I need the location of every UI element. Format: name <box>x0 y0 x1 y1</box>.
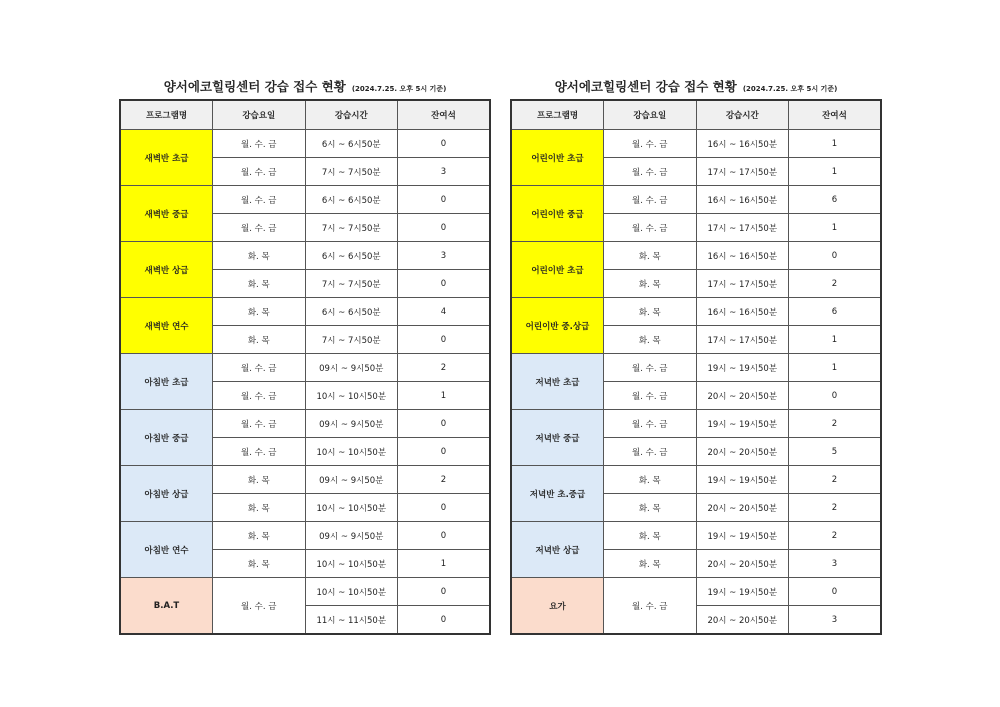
table-row <box>511 186 881 214</box>
program-name-cell: 새벽반 초급 <box>120 130 213 186</box>
seats-cell: 0 <box>398 494 491 522</box>
seats-cell: 0 <box>398 438 491 466</box>
header-seats: 잔여석 <box>398 100 491 130</box>
time-cell: 09시 ~ 9시50분 <box>305 410 398 438</box>
program-name-cell: 아침반 연수 <box>120 522 213 578</box>
day-cell: 화. 목 <box>213 522 306 550</box>
day-cell: 화. 목 <box>604 242 697 270</box>
table-row <box>120 242 490 270</box>
table-row <box>120 186 490 214</box>
program-name-cell: 저녁반 초.중급 <box>511 466 604 522</box>
time-cell: 7시 ~ 7시50분 <box>305 158 398 186</box>
time-cell: 19시 ~ 19시50분 <box>696 354 789 382</box>
day-cell: 화. 목 <box>213 494 306 522</box>
program-name-cell: 아침반 초급 <box>120 354 213 410</box>
panel-title: 양서에코힐링센터 강습 접수 현황 <box>163 79 346 94</box>
seats-cell: 3 <box>789 550 882 578</box>
program-name-cell: 아침반 상급 <box>120 466 213 522</box>
time-cell: 6시 ~ 6시50분 <box>305 298 398 326</box>
day-cell: 화. 목 <box>213 550 306 578</box>
day-cell: 화. 목 <box>604 326 697 354</box>
table-row <box>511 522 881 550</box>
day-cell: 월. 수. 금 <box>604 130 697 158</box>
day-cell: 월. 수. 금 <box>604 158 697 186</box>
table-header <box>511 100 881 130</box>
time-cell: 09시 ~ 9시50분 <box>305 354 398 382</box>
table-row <box>511 354 881 382</box>
seats-cell: 0 <box>789 242 882 270</box>
header-program: 프로그램명 <box>120 100 213 130</box>
day-cell: 월. 수. 금 <box>213 578 306 635</box>
day-cell: 월. 수. 금 <box>604 438 697 466</box>
table-header <box>120 100 490 130</box>
day-cell: 화. 목 <box>604 522 697 550</box>
day-cell: 월. 수. 금 <box>604 354 697 382</box>
time-cell: 20시 ~ 20시50분 <box>696 438 789 466</box>
program-name-cell: 어린이반 중.상급 <box>511 298 604 354</box>
day-cell: 화. 목 <box>604 298 697 326</box>
day-cell: 월. 수. 금 <box>213 438 306 466</box>
header-time: 강습시간 <box>696 100 789 130</box>
day-cell: 화. 목 <box>604 494 697 522</box>
seats-cell: 1 <box>789 158 882 186</box>
time-cell: 10시 ~ 10시50분 <box>305 578 398 606</box>
program-name-cell: 저녁반 초급 <box>511 354 604 410</box>
header-day: 강습요일 <box>213 100 306 130</box>
day-cell: 화. 목 <box>213 270 306 298</box>
panel-left <box>119 76 491 635</box>
seats-cell: 4 <box>398 298 491 326</box>
day-cell: 화. 목 <box>213 298 306 326</box>
seats-cell: 2 <box>789 522 882 550</box>
time-cell: 09시 ~ 9시50분 <box>305 522 398 550</box>
table-row <box>120 298 490 326</box>
table-row <box>511 578 881 606</box>
seats-cell: 2 <box>789 466 882 494</box>
time-cell: 17시 ~ 17시50분 <box>696 158 789 186</box>
time-cell: 6시 ~ 6시50분 <box>305 130 398 158</box>
time-cell: 10시 ~ 10시50분 <box>305 382 398 410</box>
day-cell: 월. 수. 금 <box>604 410 697 438</box>
table-row <box>511 242 881 270</box>
day-cell: 월. 수. 금 <box>213 158 306 186</box>
seats-cell: 0 <box>398 606 491 635</box>
seats-cell: 0 <box>789 382 882 410</box>
day-cell: 월. 수. 금 <box>213 186 306 214</box>
time-cell: 09시 ~ 9시50분 <box>305 466 398 494</box>
day-cell: 월. 수. 금 <box>604 578 697 635</box>
table-row <box>120 578 490 606</box>
program-name-cell: 새벽반 중급 <box>120 186 213 242</box>
time-cell: 17시 ~ 17시50분 <box>696 326 789 354</box>
seats-cell: 0 <box>398 214 491 242</box>
table-row <box>511 410 881 438</box>
seats-cell: 5 <box>789 438 882 466</box>
program-name-cell: B.A.T <box>120 578 213 635</box>
table-row <box>511 298 881 326</box>
day-cell: 화. 목 <box>604 270 697 298</box>
seats-cell: 2 <box>789 270 882 298</box>
time-cell: 20시 ~ 20시50분 <box>696 494 789 522</box>
seats-cell: 3 <box>398 158 491 186</box>
panel-title-row <box>510 76 882 98</box>
time-cell: 17시 ~ 17시50분 <box>696 214 789 242</box>
program-name-cell: 어린이반 초급 <box>511 130 604 186</box>
time-cell: 10시 ~ 10시50분 <box>305 438 398 466</box>
program-name-cell: 어린이반 중급 <box>511 186 604 242</box>
panel-title: 양서에코힐링센터 강습 접수 현황 <box>554 79 737 94</box>
seats-cell: 2 <box>789 410 882 438</box>
schedule-table <box>119 99 491 635</box>
seats-cell: 1 <box>789 130 882 158</box>
time-cell: 7시 ~ 7시50분 <box>305 326 398 354</box>
seats-cell: 2 <box>398 466 491 494</box>
header-seats: 잔여석 <box>789 100 882 130</box>
header-time: 강습시간 <box>305 100 398 130</box>
day-cell: 월. 수. 금 <box>213 354 306 382</box>
day-cell: 월. 수. 금 <box>604 186 697 214</box>
header-day: 강습요일 <box>604 100 697 130</box>
time-cell: 17시 ~ 17시50분 <box>696 270 789 298</box>
program-name-cell: 요가 <box>511 578 604 635</box>
seats-cell: 1 <box>789 354 882 382</box>
seats-cell: 2 <box>789 494 882 522</box>
time-cell: 20시 ~ 20시50분 <box>696 382 789 410</box>
time-cell: 10시 ~ 10시50분 <box>305 550 398 578</box>
seats-cell: 3 <box>789 606 882 635</box>
day-cell: 월. 수. 금 <box>604 214 697 242</box>
day-cell: 월. 수. 금 <box>213 410 306 438</box>
program-name-cell: 어린이반 초급 <box>511 242 604 298</box>
day-cell: 화. 목 <box>213 466 306 494</box>
seats-cell: 0 <box>398 410 491 438</box>
day-cell: 월. 수. 금 <box>213 130 306 158</box>
panel-title-row <box>119 76 491 98</box>
panel-note: (2024.7.25. 오후 5시 기준) <box>742 85 838 93</box>
time-cell: 10시 ~ 10시50분 <box>305 494 398 522</box>
time-cell: 7시 ~ 7시50분 <box>305 270 398 298</box>
header-program: 프로그램명 <box>511 100 604 130</box>
time-cell: 16시 ~ 16시50분 <box>696 186 789 214</box>
program-name-cell: 저녁반 상급 <box>511 522 604 578</box>
time-cell: 19시 ~ 19시50분 <box>696 578 789 606</box>
time-cell: 11시 ~ 11시50분 <box>305 606 398 635</box>
time-cell: 20시 ~ 20시50분 <box>696 550 789 578</box>
program-name-cell: 새벽반 연수 <box>120 298 213 354</box>
seats-cell: 6 <box>789 186 882 214</box>
day-cell: 화. 목 <box>604 466 697 494</box>
time-cell: 16시 ~ 16시50분 <box>696 242 789 270</box>
seats-cell: 1 <box>398 550 491 578</box>
day-cell: 월. 수. 금 <box>213 382 306 410</box>
table-row <box>511 130 881 158</box>
time-cell: 16시 ~ 16시50분 <box>696 130 789 158</box>
time-cell: 6시 ~ 6시50분 <box>305 186 398 214</box>
time-cell: 16시 ~ 16시50분 <box>696 298 789 326</box>
table-row <box>120 410 490 438</box>
program-name-cell: 새벽반 상급 <box>120 242 213 298</box>
day-cell: 월. 수. 금 <box>604 382 697 410</box>
seats-cell: 1 <box>789 214 882 242</box>
table-row <box>120 130 490 158</box>
schedule-table <box>510 99 882 635</box>
seats-cell: 0 <box>398 578 491 606</box>
day-cell: 월. 수. 금 <box>213 214 306 242</box>
program-name-cell: 아침반 중급 <box>120 410 213 466</box>
seats-cell: 6 <box>789 298 882 326</box>
seats-cell: 3 <box>398 242 491 270</box>
seats-cell: 1 <box>789 326 882 354</box>
seats-cell: 0 <box>398 130 491 158</box>
seats-cell: 2 <box>398 354 491 382</box>
time-cell: 19시 ~ 19시50분 <box>696 410 789 438</box>
seats-cell: 0 <box>398 270 491 298</box>
table-row <box>120 466 490 494</box>
seats-cell: 0 <box>398 522 491 550</box>
time-cell: 6시 ~ 6시50분 <box>305 242 398 270</box>
table-row <box>120 354 490 382</box>
day-cell: 화. 목 <box>604 550 697 578</box>
seats-cell: 0 <box>789 578 882 606</box>
time-cell: 7시 ~ 7시50분 <box>305 214 398 242</box>
seats-cell: 1 <box>398 382 491 410</box>
time-cell: 19시 ~ 19시50분 <box>696 522 789 550</box>
time-cell: 19시 ~ 19시50분 <box>696 466 789 494</box>
time-cell: 20시 ~ 20시50분 <box>696 606 789 635</box>
table-row <box>511 466 881 494</box>
day-cell: 화. 목 <box>213 242 306 270</box>
table-row <box>120 522 490 550</box>
program-name-cell: 저녁반 중급 <box>511 410 604 466</box>
panel-right <box>510 76 882 635</box>
day-cell: 화. 목 <box>213 326 306 354</box>
seats-cell: 0 <box>398 186 491 214</box>
panel-note: (2024.7.25. 오후 5시 기준) <box>351 85 447 93</box>
seats-cell: 0 <box>398 326 491 354</box>
